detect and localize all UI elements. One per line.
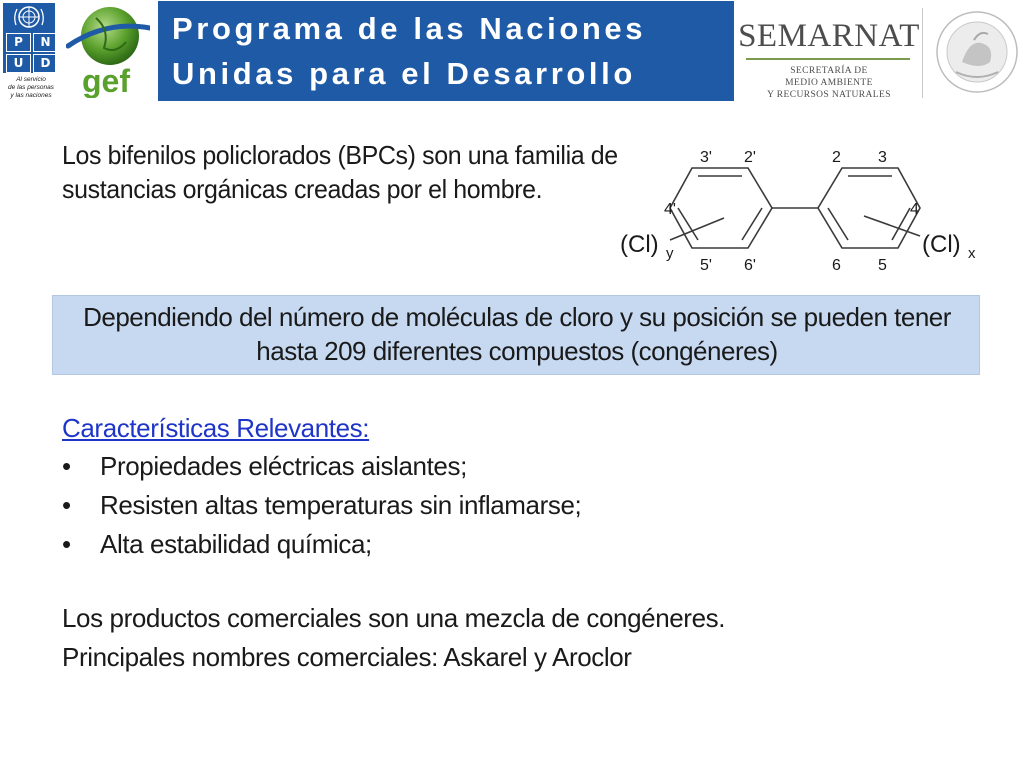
position-label: 2': [744, 149, 756, 166]
bullet-icon: •: [62, 451, 71, 481]
position-label: 6': [744, 257, 756, 274]
semarnat-subtitle: Y RECURSOS NATURALES: [767, 90, 891, 100]
semarnat-rule: [746, 58, 910, 60]
mexico-seal-icon: [922, 0, 1024, 106]
bullet-icon: •: [62, 529, 71, 559]
features-heading: Características Relevantes:: [62, 413, 370, 443]
list-item: [62, 488, 862, 527]
undp-tagline: [1, 76, 61, 100]
callout-text: Dependiendo del número de moléculas de cloro y su posición se pueden tener hasta 209 diferentes compuestos (congéneres): [83, 302, 951, 366]
list-item: [62, 449, 862, 488]
un-emblem-icon: [3, 3, 55, 31]
semarnat-subtitle: SECRETARÍA DE: [790, 66, 868, 76]
right-ring: [818, 168, 920, 248]
header: [0, 0, 1024, 106]
position-label: 6: [832, 257, 841, 274]
undp-tagline-line: Al servicio: [16, 76, 46, 83]
congeners-callout: [52, 295, 980, 375]
list-item-text: Resisten altas temperaturas sin inflamarse;: [100, 490, 582, 520]
semarnat-name: SEMARNAT: [738, 18, 920, 54]
position-label: 4: [910, 201, 919, 218]
undp-letters: [6, 33, 58, 73]
list-item-text: Propiedades eléctricas aislantes;: [100, 451, 467, 481]
commercial-names-text: Principales nombres comerciales: Askarel y Aroclor: [62, 642, 632, 672]
right-chlorine-subscript: x: [968, 245, 976, 262]
undp-letter: D: [33, 54, 58, 73]
gef-wordmark: gef: [82, 63, 130, 98]
features-list: [62, 449, 862, 566]
bullet-icon: •: [62, 490, 71, 520]
undp-tagline-line: de las personas: [8, 84, 54, 91]
list-item-text: Alta estabilidad química;: [100, 529, 372, 559]
intro-paragraph: Los bifenilos policlorados (BPCs) son una familia de sustancias orgánicas creadas por el hombre.: [62, 140, 618, 204]
left-ring: [670, 168, 772, 248]
right-chlorine-label: (Cl): [922, 231, 961, 258]
left-chlorine-label: (Cl): [620, 231, 659, 258]
position-label: 4': [664, 201, 676, 218]
undp-tagline-line: y las naciones: [10, 92, 52, 99]
undp-logo-block: [0, 0, 58, 106]
semarnat-logo: [736, 0, 922, 106]
gef-logo: [66, 2, 150, 98]
undp-letter: U: [6, 54, 31, 73]
undp-letter: N: [33, 33, 58, 52]
title-line: Programa de las Naciones: [172, 11, 647, 46]
left-chlorine-subscript: y: [666, 245, 674, 262]
position-label: 2: [832, 149, 841, 166]
title-line: Unidas para el Desarrollo: [172, 56, 636, 91]
title-banner: [158, 1, 734, 101]
position-label: 5': [700, 257, 712, 274]
position-label: 5: [878, 257, 887, 274]
list-item: [62, 527, 862, 566]
position-label: 3: [878, 149, 887, 166]
biphenyl-structure-diagram: [612, 140, 992, 280]
undp-letter: P: [6, 33, 31, 52]
position-label: 3': [700, 149, 712, 166]
semarnat-subtitle: MEDIO AMBIENTE: [785, 78, 873, 88]
commercial-mixture-text: Los productos comerciales son una mezcla de congéneres.: [62, 603, 726, 633]
undp-logo: [3, 3, 55, 73]
